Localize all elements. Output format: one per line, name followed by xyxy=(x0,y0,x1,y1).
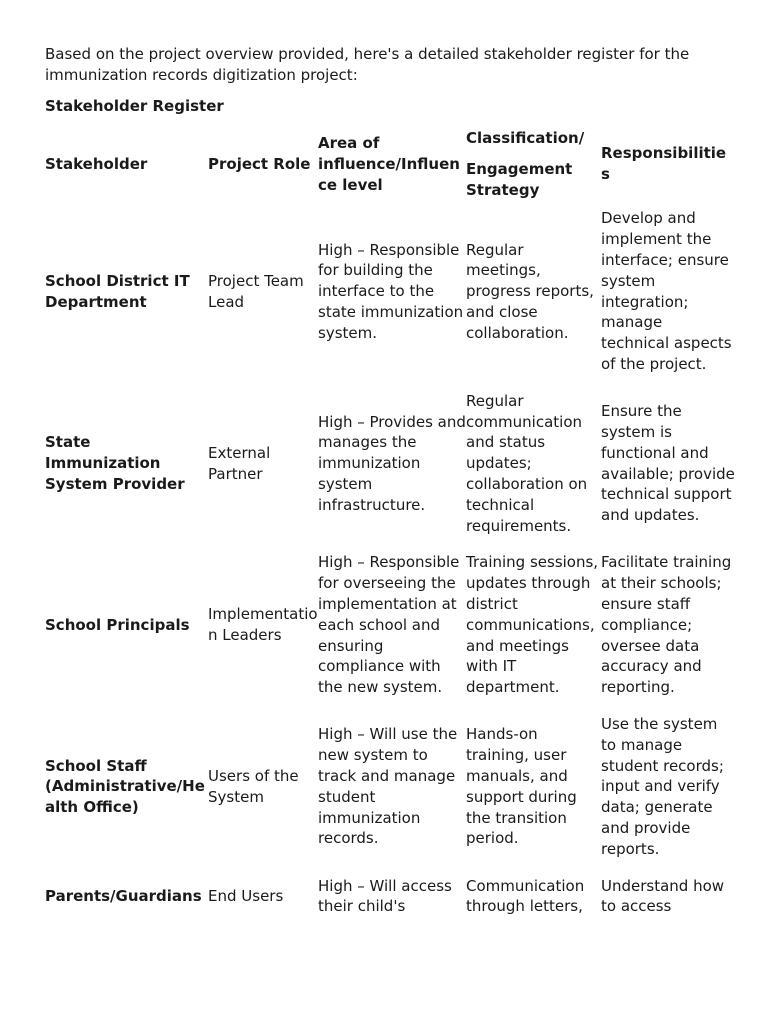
cell-stakeholder: School Staff (Administrative/Health Office) xyxy=(45,756,205,817)
header-classification-line1: Classification/ xyxy=(466,129,585,147)
cell-role: Implementation Leaders xyxy=(208,605,318,645)
stakeholder-register-table xyxy=(45,128,735,925)
header-responsibilities: Responsibilities xyxy=(601,144,727,184)
cell-role: Users of the System xyxy=(208,766,299,806)
cell-influence: High – Will access their child's xyxy=(318,876,452,916)
cell-responsibilities: Understand how to access xyxy=(601,876,725,916)
table-row xyxy=(45,706,735,868)
header-classification xyxy=(466,128,601,200)
cell-role: External Partner xyxy=(208,443,271,483)
cell-influence: High – Responsible for overseeing the implementation at each school and ensuring compliance with the new system. xyxy=(318,553,460,697)
cell-influence: High – Responsible for building the interface to the state immunization system. xyxy=(318,240,464,342)
cell-role: Project Team Lead xyxy=(208,271,304,311)
cell-stakeholder: Parents/Guardians xyxy=(45,886,202,905)
table-row xyxy=(45,868,735,926)
cell-stakeholder: School Principals xyxy=(45,615,190,634)
cell-engagement: Hands-on training, user manuals, and support during the transition period. xyxy=(466,725,577,848)
cell-influence: High – Provides and manages the immunization system infrastructure. xyxy=(318,412,466,514)
cell-engagement: Regular meetings, progress reports, and close collaboration. xyxy=(466,240,594,342)
cell-responsibilities: Develop and implement the interface; ensure system integration; manage technical aspects of the project. xyxy=(601,209,732,373)
cell-engagement: Communication through letters, xyxy=(466,876,585,916)
cell-role: End Users xyxy=(208,886,284,905)
table-row xyxy=(45,544,735,706)
cell-stakeholder: School District IT Department xyxy=(45,271,190,311)
header-stakeholder: Stakeholder xyxy=(45,154,148,173)
cell-engagement: Regular communication and status updates; collaboration on technical requirements. xyxy=(466,391,588,535)
intro-paragraph: Based on the project overview provided, here's a detailed stakeholder register for the immunization records digitization project: xyxy=(45,45,690,84)
section-heading: Stakeholder Register xyxy=(45,97,224,115)
cell-responsibilities: Use the system to manage student records; input and verify data; generate and provide reports. xyxy=(601,714,724,858)
table-row xyxy=(45,383,735,545)
header-classification-line2: Engagement Strategy xyxy=(466,159,573,199)
cell-responsibilities: Facilitate training at their schools; ensure staff compliance; oversee data accuracy and reporting. xyxy=(601,553,732,697)
table-header-row xyxy=(45,128,735,200)
cell-engagement: Training sessions, updates through district communications, and meetings with IT department. xyxy=(466,553,599,697)
header-influence: Area of influence/Influence level xyxy=(318,134,460,194)
cell-responsibilities: Ensure the system is functional and available; provide technical support and updates. xyxy=(601,402,735,525)
table-row xyxy=(45,200,735,382)
header-role: Project Role xyxy=(208,154,311,173)
document-page xyxy=(45,44,735,925)
cell-stakeholder: State Immunization System Provider xyxy=(45,433,185,493)
cell-influence: High – Will use the new system to track and manage student immunization records. xyxy=(318,725,458,848)
